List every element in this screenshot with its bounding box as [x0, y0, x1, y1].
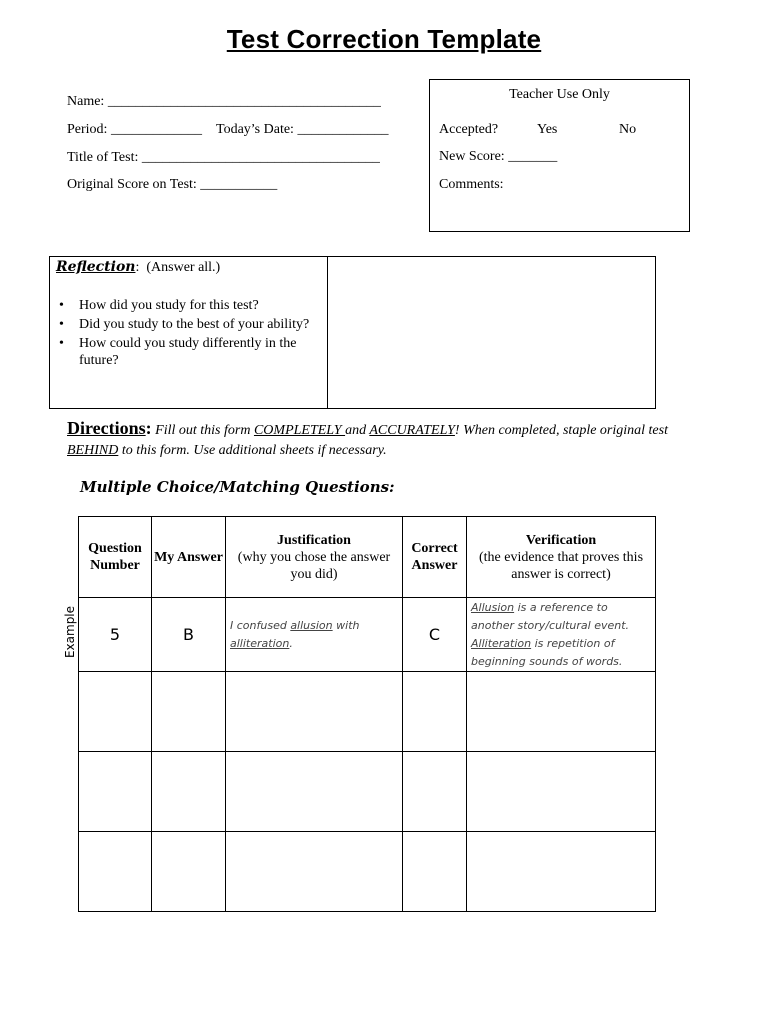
- period-field[interactable]: Period: _____________: [67, 122, 202, 137]
- example-verification: Allusion is a reference to another story/cultural event. Alliteration is repetition of beginning sounds of words.: [467, 598, 656, 672]
- original-score-field[interactable]: Original Score on Test: ___________: [67, 177, 278, 192]
- question-cell[interactable]: [79, 832, 152, 912]
- reflection-note: (Answer all.): [146, 260, 221, 275]
- verification-cell[interactable]: [467, 672, 656, 752]
- accepted-no-option[interactable]: No: [619, 122, 637, 137]
- test-title-field[interactable]: Title of Test: __________________________________: [67, 150, 380, 165]
- reflection-question-list: [56, 297, 318, 371]
- directions-completely: COMPLETELY: [253, 423, 346, 438]
- reflection-question: • How could you study differently in the future?: [56, 335, 318, 369]
- directions-label: Directions: [67, 418, 146, 438]
- directions-accurately: ACCURATELY: [369, 423, 455, 438]
- directions-text: Fill out this form: [151, 423, 254, 438]
- justification-cell[interactable]: [226, 672, 403, 752]
- new-score-field[interactable]: New Score: _______: [439, 149, 558, 164]
- header-justification: Justification (why you chose the answer you did): [226, 517, 403, 598]
- name-field[interactable]: Name: _______________________________________: [67, 94, 381, 109]
- table-row-example: [79, 598, 656, 672]
- comments-field[interactable]: Comments:: [439, 177, 504, 192]
- header-question-number: Question Number: [79, 517, 152, 598]
- table-row: [79, 752, 656, 832]
- reflection-answer-area[interactable]: [328, 257, 655, 408]
- example-correct-answer: C: [403, 598, 467, 672]
- example-question: 5: [79, 598, 152, 672]
- justification-cell[interactable]: [226, 832, 403, 912]
- accepted-label: Accepted?: [439, 122, 499, 137]
- directions-behind: BEHIND: [67, 443, 119, 458]
- header-correct-answer: Correct Answer: [403, 517, 467, 598]
- verification-cell[interactable]: [467, 752, 656, 832]
- date-field[interactable]: Today’s Date: _____________: [216, 122, 389, 137]
- page-title: Test Correction Template: [226, 24, 542, 54]
- correct-answer-cell[interactable]: [403, 832, 467, 912]
- table-row: [79, 832, 656, 912]
- correct-answer-cell[interactable]: [403, 752, 467, 832]
- accepted-yes-option[interactable]: Yes: [537, 122, 558, 137]
- example-label: Example: [63, 605, 77, 659]
- table-row: [79, 672, 656, 752]
- reflection-question: • Did you study to the best of your ability?: [56, 316, 318, 333]
- header-my-answer: My Answer: [152, 517, 226, 598]
- my-answer-cell[interactable]: [152, 672, 226, 752]
- my-answer-cell[interactable]: [152, 752, 226, 832]
- justification-cell[interactable]: [226, 752, 403, 832]
- question-cell[interactable]: [79, 752, 152, 832]
- directions-text: ! When completed, staple original test: [454, 423, 668, 438]
- directions-colon: :: [145, 418, 152, 438]
- teacher-use-box: [429, 79, 690, 232]
- mc-table: [78, 516, 656, 912]
- mc-heading: Multiple Choice/Matching Questions:: [80, 478, 395, 496]
- reflection-title: Reflection: [56, 259, 136, 275]
- correct-answer-cell[interactable]: [403, 672, 467, 752]
- directions: [67, 418, 677, 461]
- question-cell[interactable]: [79, 672, 152, 752]
- example-justification: I confused allusion with alliteration.: [226, 598, 403, 672]
- header-verification: Verification (the evidence that proves this answer is correct): [467, 517, 656, 598]
- reflection-heading: [56, 259, 220, 276]
- table-header-row: [79, 517, 656, 598]
- reflection-box: [49, 256, 656, 409]
- reflection-question: • How did you study for this test?: [56, 297, 318, 314]
- example-my-answer: B: [152, 598, 226, 672]
- reflection-colon: :: [135, 260, 140, 275]
- my-answer-cell[interactable]: [152, 832, 226, 912]
- directions-text: to this form. Use additional sheets if necessary.: [118, 443, 387, 458]
- teacher-heading: Teacher Use Only: [509, 87, 610, 102]
- verification-cell[interactable]: [467, 832, 656, 912]
- directions-text: and: [345, 423, 370, 438]
